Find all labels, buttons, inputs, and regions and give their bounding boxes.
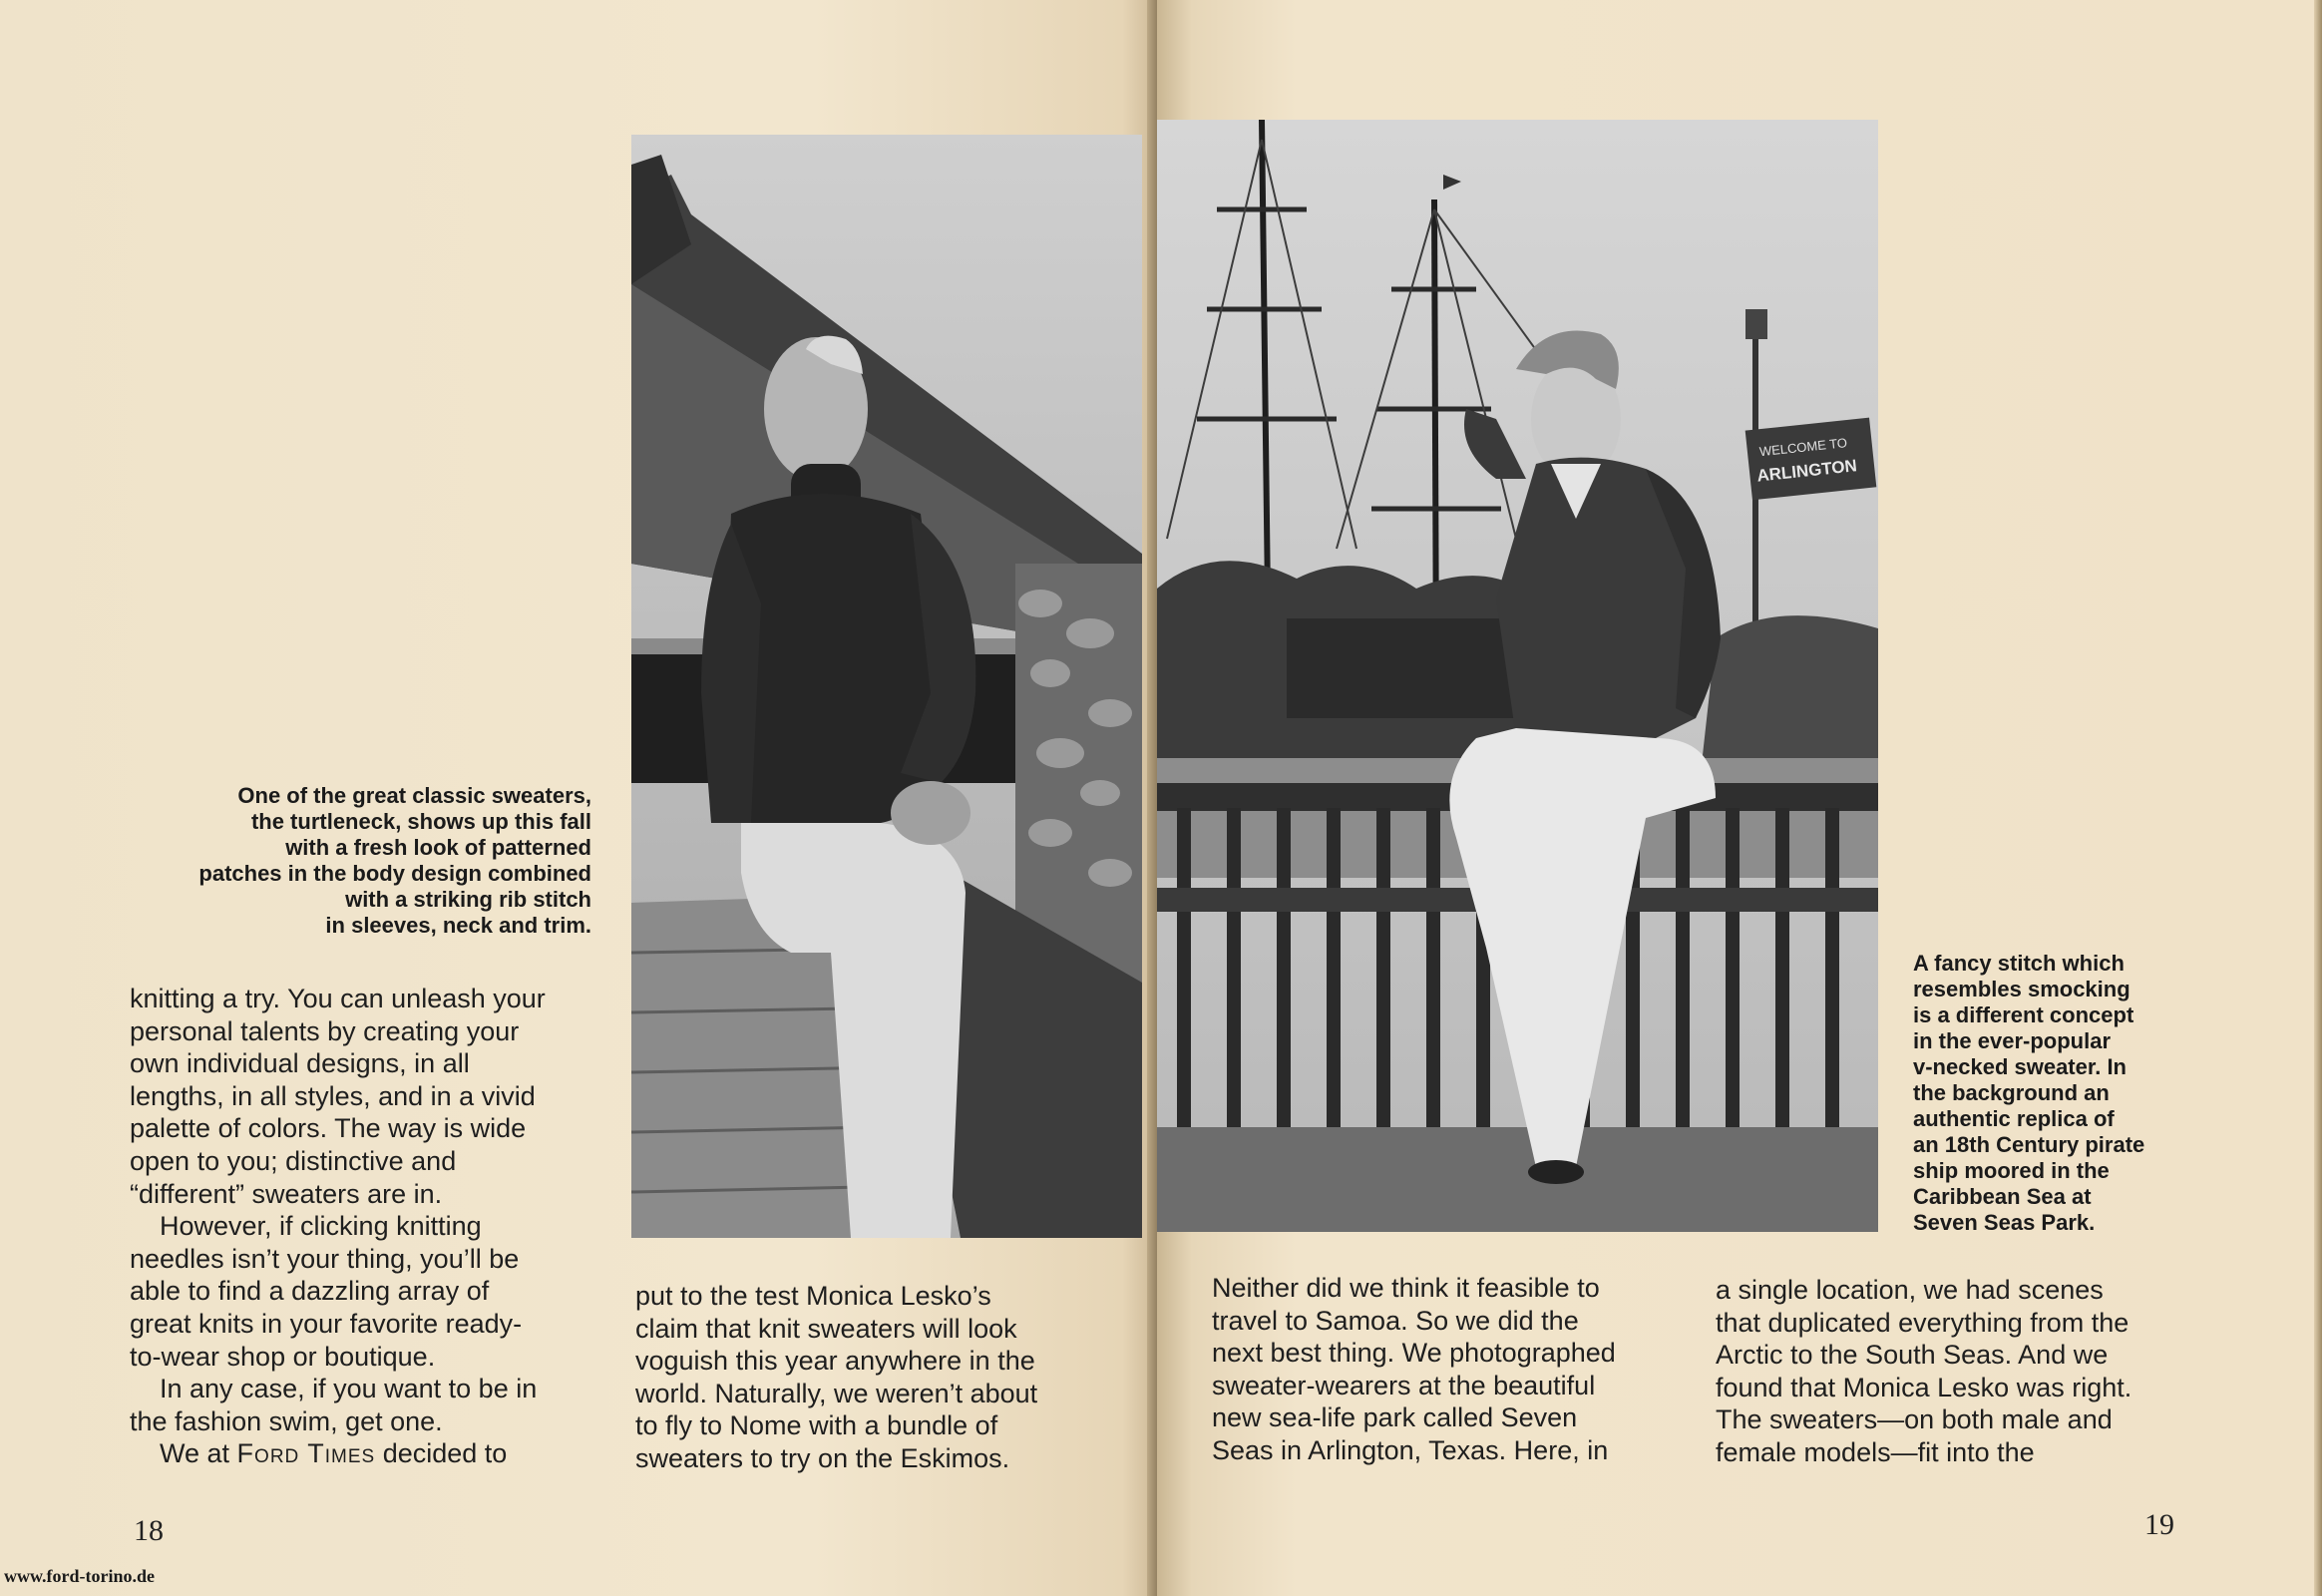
left-photo-caption <box>100 783 591 939</box>
right-body-column-1 <box>1212 1272 1691 1467</box>
page-number-right: 19 <box>2144 1508 2174 1541</box>
left-body-column-1 <box>130 983 598 1470</box>
body-line: next best thing. We photographed <box>1212 1338 1616 1369</box>
caption-line: with a striking rib stitch <box>345 887 591 912</box>
photo-woman-vneck-ship <box>1157 120 1878 1232</box>
body-line: to-wear shop or boutique. <box>130 1341 436 1372</box>
caption-line: the turtleneck, shows up this fall <box>250 809 591 834</box>
caption-line: authentic replica of <box>1913 1106 2115 1131</box>
body-line: the fashion swim, get one. <box>130 1405 443 1436</box>
left-body-column-2 <box>635 1280 1104 1475</box>
body-text: decided to <box>375 1438 508 1469</box>
body-line: The sweaters—on both male and <box>1716 1404 2113 1435</box>
body-line: Seas in Arlington, Texas. Here, in <box>1212 1434 1609 1465</box>
body-line: a single location, we had scenes <box>1716 1275 2104 1305</box>
body-line: open to you; distinctive and <box>130 1145 457 1176</box>
body-line: “different” sweaters are in. <box>130 1178 443 1209</box>
photo-man-turtleneck <box>631 135 1142 1238</box>
caption-line: ship moored in the <box>1913 1158 2110 1183</box>
sign-text-line-2: ARLINGTON <box>1755 456 1858 486</box>
body-line: However, if clicking knitting <box>160 1211 482 1242</box>
caption-line: One of the great classic sweaters, <box>237 783 591 808</box>
caption-line: patches in the body design combined <box>198 861 591 886</box>
body-line: claim that knit sweaters will look <box>635 1313 1017 1344</box>
body-line: voguish this year anywhere in the <box>635 1346 1035 1377</box>
caption-line: in the ever-popular <box>1913 1028 2112 1053</box>
right-page <box>1157 0 2322 1596</box>
body-line: sweater-wearers at the beautiful <box>1212 1370 1596 1400</box>
caption-line: is a different concept <box>1913 1002 2134 1027</box>
body-line: great knits in your favorite ready- <box>130 1308 523 1339</box>
body-line: knitting a try. You can unleash your <box>130 984 546 1013</box>
body-line: travel to Samoa. So we did the <box>1212 1305 1579 1336</box>
body-text: We at <box>160 1438 237 1469</box>
body-line: to fly to Nome with a bundle of <box>635 1410 998 1441</box>
body-line: Neither did we think it feasible to <box>1212 1273 1600 1303</box>
caption-line: A fancy stitch which <box>1913 951 2125 976</box>
body-line: In any case, if you want to be in <box>160 1374 538 1404</box>
right-photo-caption <box>1913 951 2252 1236</box>
body-line: needles isn’t your thing, you’ll be <box>130 1243 520 1274</box>
body-line: sweaters to try on the Eskimos. <box>635 1442 1010 1473</box>
body-line: put to the test Monica Lesko’s <box>635 1281 991 1311</box>
body-line: found that Monica Lesko was right. <box>1716 1372 2132 1402</box>
caption-line: Caribbean Sea at <box>1913 1184 2092 1209</box>
body-line: own individual designs, in all <box>130 1048 470 1079</box>
caption-line: an 18th Century pirate <box>1913 1132 2145 1157</box>
body-line: able to find a dazzling array of <box>130 1276 490 1307</box>
caption-line: in sleeves, neck and trim. <box>325 913 591 938</box>
body-line: personal talents by creating your <box>130 1015 520 1046</box>
body-line: Arctic to the South Seas. And we <box>1716 1340 2109 1371</box>
body-line: palette of colors. The way is wide <box>130 1113 527 1144</box>
magazine-name: Ford Times <box>236 1438 376 1469</box>
body-line: new sea-life park called Seven <box>1212 1402 1578 1433</box>
caption-line: v-necked sweater. In <box>1913 1054 2127 1079</box>
body-line: lengths, in all styles, and in a vivid <box>130 1080 536 1111</box>
page-edge <box>2314 0 2322 1596</box>
left-page <box>0 0 1157 1596</box>
caption-line: resembles smocking <box>1913 977 2130 1001</box>
sign-text-line-1: WELCOME TO <box>1758 435 1848 460</box>
body-line: world. Naturally, we weren’t about <box>635 1378 1038 1408</box>
body-line <box>130 1437 598 1470</box>
page-number-left: 18 <box>134 1514 164 1547</box>
caption-line: the background an <box>1913 1080 2110 1105</box>
caption-line: Seven Seas Park. <box>1913 1210 2096 1235</box>
right-body-column-2 <box>1716 1274 2194 1469</box>
caption-line: with a fresh look of patterned <box>285 835 591 860</box>
watermark-url: www.ford-torino.de <box>4 1566 155 1586</box>
body-line: that duplicated everything from the <box>1716 1307 2129 1338</box>
body-line: female models—fit into the <box>1716 1436 2035 1467</box>
